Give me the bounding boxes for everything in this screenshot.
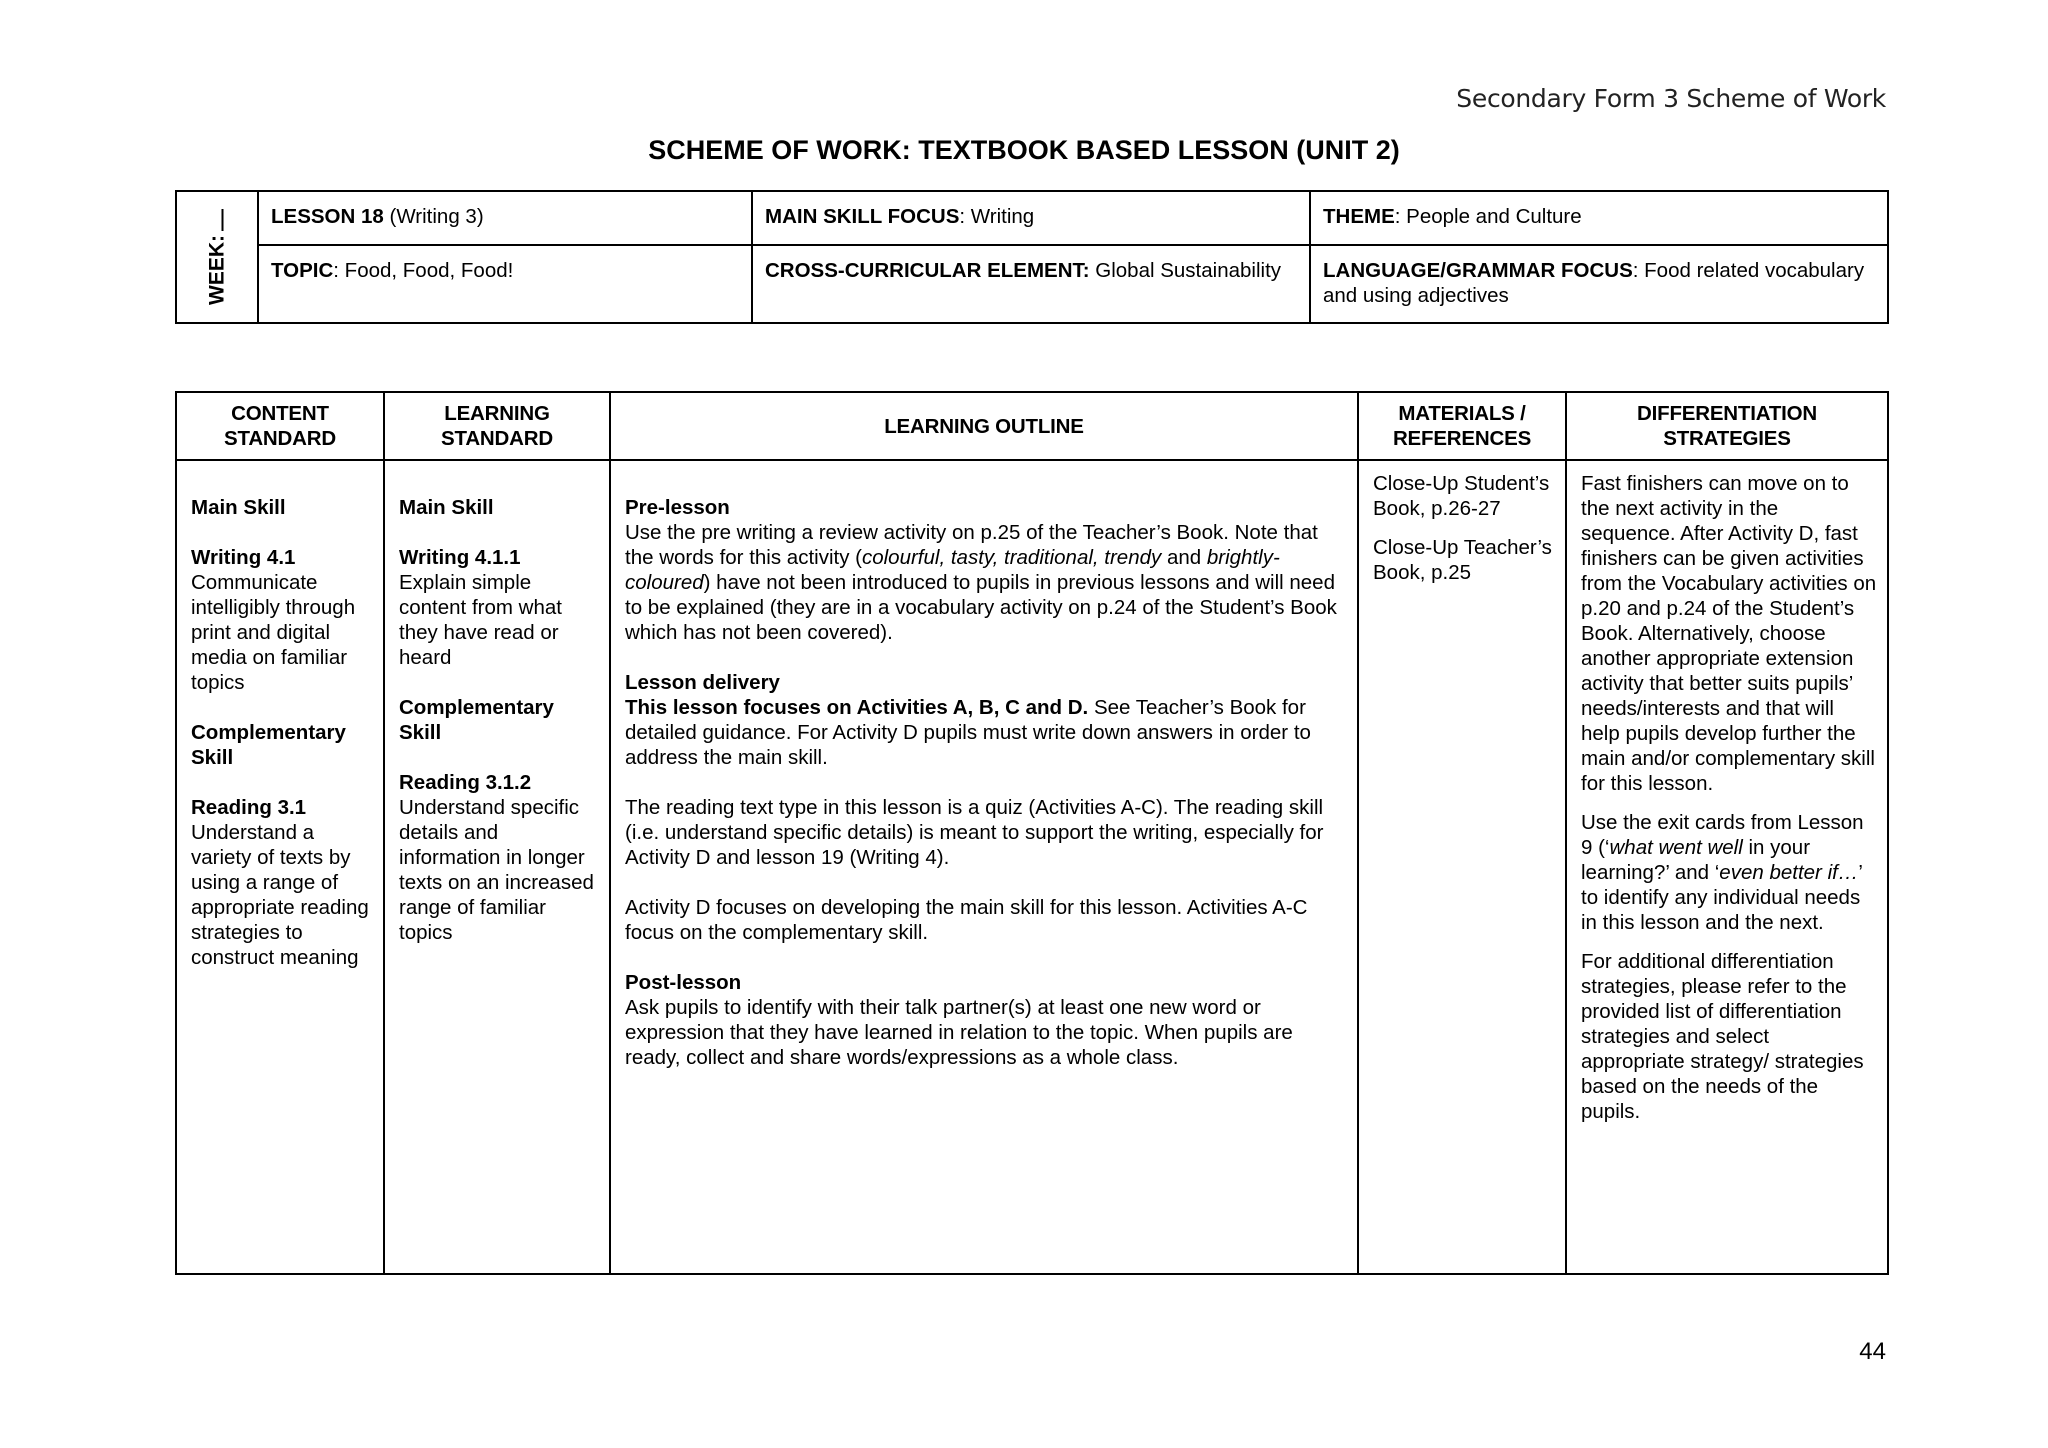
learning-outline-cell xyxy=(610,460,1358,1274)
running-header: Secondary Form 3 Scheme of Work xyxy=(1456,84,1886,113)
material-ref-1: Close-Up Student’s Book, p.26-27 xyxy=(1373,472,1550,520)
lesson-cell xyxy=(258,191,752,245)
grammar-focus-cell xyxy=(1310,245,1888,323)
learning-standard-cell xyxy=(384,460,610,1274)
differentiation-para-2: Use the exit cards from Lesson 9 (‘what went well in your learning?’ and ‘even better if…’ to identify any individual needs in this lesson and the next. xyxy=(1581,811,1864,934)
learning-comp-text: Understand specific details and information in longer texts on an increased range of familiar topics xyxy=(399,796,594,944)
post-lesson-heading: Post-lesson xyxy=(625,971,742,994)
differentiation-cell xyxy=(1566,460,1888,1274)
scheme-table xyxy=(175,391,1889,1275)
learning-comp-code: Reading 3.1.2 xyxy=(399,771,532,794)
cross-curricular-label: CROSS-CURRICULAR ELEMENT: xyxy=(765,259,1090,282)
header-differentiation: DIFFERENTIATION STRATEGIES xyxy=(1566,392,1888,460)
week-cell xyxy=(176,191,258,323)
header-materials: MATERIALS / REFERENCES xyxy=(1358,392,1566,460)
learning-main-skill-label: Main Skill xyxy=(399,496,494,519)
theme-label: THEME xyxy=(1323,205,1395,228)
differentiation-para-3: For additional differentiation strategies, please refer to the provided list of differentiation strategies and select appropriate strategy/ strategies based on the needs of the pupils. xyxy=(1581,950,1864,1123)
lesson-delivery-text: This lesson focuses on Activities A, B, C and D. See Teacher’s Book for detailed guidance. For Activity D pupils must write down answers in order to address the main skill. xyxy=(625,696,1311,769)
header-content-standard: CONTENT STANDARD xyxy=(176,392,384,460)
theme-value: : People and Culture xyxy=(1394,205,1582,228)
main-skill-focus-cell xyxy=(752,191,1310,245)
learning-main-code: Writing 4.1.1 xyxy=(399,546,521,569)
content-main-skill-label: Main Skill xyxy=(191,496,286,519)
theme-cell xyxy=(1310,191,1888,245)
grammar-focus-label: LANGUAGE/GRAMMAR FOCUS xyxy=(1323,259,1633,282)
materials-cell xyxy=(1358,460,1566,1274)
main-skill-focus-label: MAIN SKILL FOCUS xyxy=(765,205,960,228)
cross-curricular-cell xyxy=(752,245,1310,323)
lesson-info-table xyxy=(175,190,1889,324)
content-comp-text: Understand a variety of texts by using a range of appropriate reading strategies to construct meaning xyxy=(191,821,369,969)
page-title: SCHEME OF WORK: TEXTBOOK BASED LESSON (UNIT 2) xyxy=(648,135,1400,165)
post-lesson-text: Ask pupils to identify with their talk partner(s) at least one new word or expression that they have learned in relation to the topic. When pupils are ready, collect and share words/expressions as a whole class. xyxy=(625,996,1293,1069)
differentiation-para-1: Fast finishers can move on to the next activity in the sequence. After Activity D, fast finishers can be given activities from the Vocabulary activities on p.20 and p.24 of the Student’s Book. Alternatively, choose another appropriate extension activity that better suits pupils’ needs/interests and that will help pupils develop further the main and/or complementary skill for this lesson. xyxy=(1581,472,1877,795)
reading-text-paragraph: The reading text type in this lesson is a quiz (Activities A-C). The reading skill (i.e. understand specific details) is meant to support the writing, especially for Activity D and lesson 19 (Writing 4). xyxy=(625,796,1324,869)
main-skill-focus-value: : Writing xyxy=(959,205,1035,228)
learning-main-text: Explain simple content from what they have read or heard xyxy=(399,571,562,669)
topic-cell xyxy=(258,245,752,323)
lesson-delivery-heading: Lesson delivery xyxy=(625,671,780,694)
topic-label: TOPIC xyxy=(271,259,334,282)
lesson-value: (Writing 3) xyxy=(383,205,484,228)
header-learning-outline: LEARNING OUTLINE xyxy=(610,392,1358,460)
week-label: WEEK: xyxy=(205,209,230,305)
cross-curricular-value: Global Sustainability xyxy=(1089,259,1282,282)
learning-comp-skill-label: Complementary Skill xyxy=(399,696,554,744)
pre-lesson-heading: Pre-lesson xyxy=(625,496,730,519)
content-comp-code: Reading 3.1 xyxy=(191,796,307,819)
pre-lesson-text: Use the pre writing a review activity on p.25 of the Teacher’s Book. Note that the words for this activity (colourful, tasty, traditional, trendy and brightly-coloured) have not been introduced to pupils in previous lessons and will need to be explained (they are in a vocabulary activity on p.24 of the Student’s Book which has not been covered). xyxy=(625,521,1337,644)
material-ref-2: Close-Up Teacher’s Book, p.25 xyxy=(1373,536,1552,584)
content-main-code: Writing 4.1 xyxy=(191,546,296,569)
lesson-label: LESSON 18 xyxy=(271,205,384,228)
topic-value: : Food, Food, Food! xyxy=(333,259,514,282)
header-learning-standard: LEARNING STANDARD xyxy=(384,392,610,460)
content-standard-cell xyxy=(176,460,384,1274)
activity-focus-paragraph: Activity D focuses on developing the main skill for this lesson. Activities A-C focus on the complementary skill. xyxy=(625,896,1308,944)
grammar-focus-value: : Food related vocabulary and using adjectives xyxy=(1323,259,1865,307)
page-number: 44 xyxy=(1859,1338,1886,1365)
content-main-text: Communicate intelligibly through print and digital media on familiar topics xyxy=(191,571,356,694)
content-comp-skill-label: Complementary Skill xyxy=(191,721,346,769)
